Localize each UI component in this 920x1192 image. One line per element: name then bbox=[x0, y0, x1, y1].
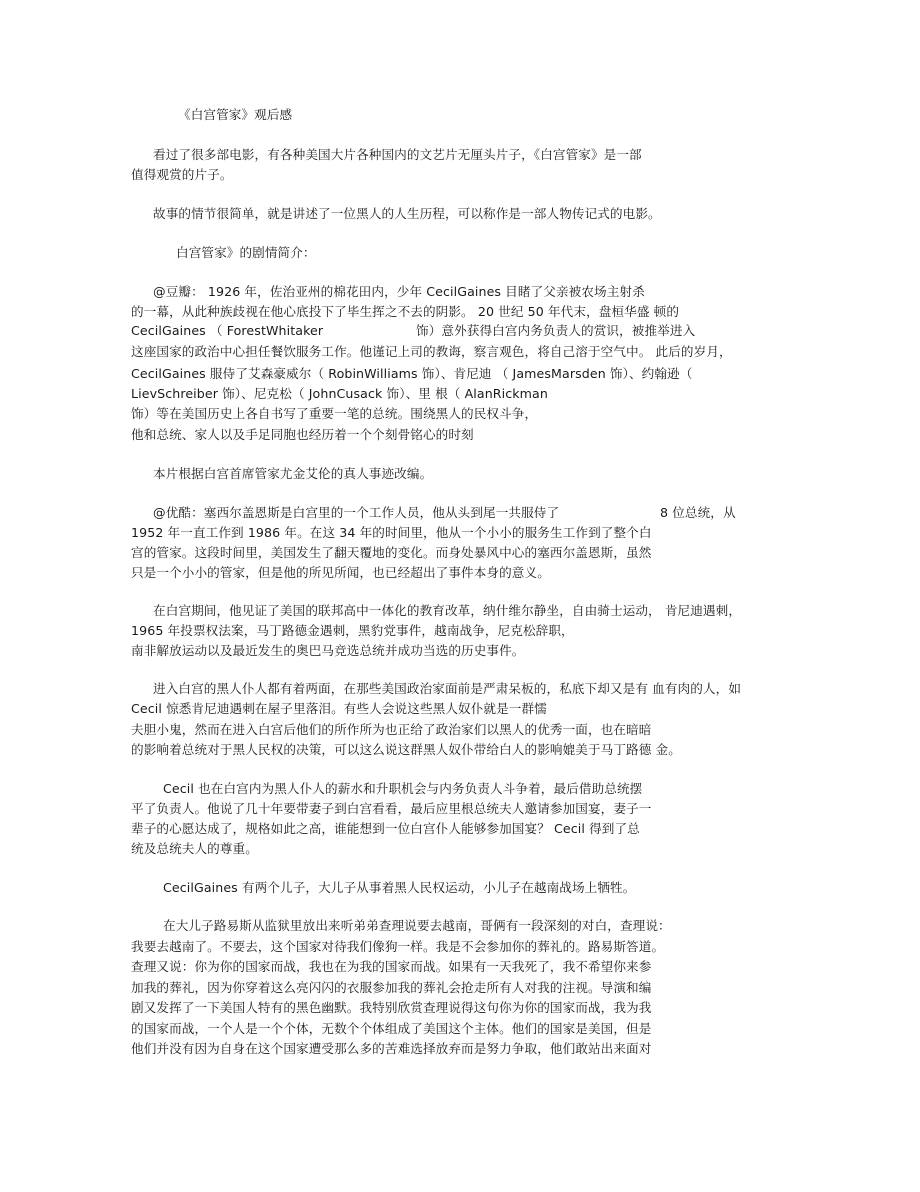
paragraph-line: 的国家而战，一个人是一个个体，无数个个体组成了美国这个主体。他们的国家是美国，但是 bbox=[131, 1021, 652, 1036]
paragraph-line: 1965 年投票权法案，马丁路德金遇刺，黑豹党事件，越南战争，尼克松辞职， bbox=[131, 623, 574, 638]
paragraph-line: 看过了很多部电影，有各种美国大片各种国内的文艺片无厘头片子，《白宫管家》是一部 bbox=[153, 147, 642, 162]
section-heading: 白宫管家》的剧情简介： bbox=[176, 245, 316, 260]
paragraph-line: CecilGaines （ ForestWhitaker bbox=[131, 323, 324, 338]
paragraph-line: Cecil 惊悉肯尼迪遇刺在屋子里落泪。有些人会说这些黑人奴仆就是一群懦 bbox=[131, 701, 547, 716]
document-title: 《白宫管家》观后感 bbox=[178, 107, 293, 122]
paragraph-line: 的一幕，从此种族歧视在他心底投下了毕生挥之不去的阴影。 20 世纪 50 年代末，盘桓华盛 顿的 bbox=[131, 304, 680, 319]
paragraph-line: 进入白宫的黑人仆人都有着两面，在那些美国政治家面前是严肃呆板的，私底下却又是有 血有肉的人，如 bbox=[153, 681, 742, 696]
paragraph-line: 的影响着总统对于黑人民权的决策，可以这么说这群黑人奴仆带给白人的影响媲美于马丁路德 金。 bbox=[131, 742, 681, 757]
paragraph-line: CecilGaines 服侍了艾森豪威尔（ RobinWilliams 饰）、肯尼迪 （ JamesMarsden 饰）、约翰逊（ bbox=[131, 366, 693, 381]
paragraph-line: @豆瓣： 1926 年，佐治亚州的棉花田内，少年 CecilGaines 目睹了父亲被农场主射杀 bbox=[153, 284, 645, 299]
paragraph-line: 夫胆小鬼，然而在进入白宫后他们的所作所为也正给了政治家们以黑人的优秀一面，也在暗暗 bbox=[131, 722, 652, 737]
paragraph-line: 他和总统、家人以及手足同胞也经历着一个个刻骨铭心的时刻 bbox=[131, 427, 474, 442]
paragraph-line: @优酷：塞西尔盖恩斯是白宫里的一个工作人员，他从头到尾一共服侍了 bbox=[153, 505, 560, 520]
paragraph-line: 饰）等在美国历史上各自书写了重要一笔的总统。围绕黑人的民权斗争， bbox=[131, 406, 538, 421]
paragraph-line: 他们并没有因为自身在这个国家遭受那么多的苦难选择放弃而是努力争取，他们敢站出来面对 bbox=[131, 1041, 652, 1056]
paragraph-line: 故事的情节很简单，就是讲述了一位黑人的人生历程，可以称作是一部人物传记式的电影。 bbox=[153, 206, 661, 221]
paragraph-line: 在大儿子路易斯从监狱里放出来听弟弟查理说要去越南，哥俩有一段深刻的对白，查理说： bbox=[163, 918, 671, 933]
paragraph-line: 加我的葬礼，因为你穿着这么亮闪闪的衣服参加我的葬礼会抢走所有人对我的注视。导演和编 bbox=[131, 980, 652, 995]
paragraph-line: 查理又说：你为你的国家而战，我也在为我的国家而战。如果有一天我死了，我不希望你来参 bbox=[131, 959, 652, 974]
paragraph-line: LievSchreiber 饰）、尼克松（ JohnCusack 饰）、里 根（ AlanRickman bbox=[131, 386, 548, 401]
paragraph-line: 统及总统夫人的尊重。 bbox=[131, 841, 258, 856]
paragraph-line: CecilGaines 有两个儿子，大儿子从事着黑人民权运动，小儿子在越南战场上牺牲。 bbox=[163, 880, 636, 895]
paragraph-line: 在白宫期间，他见证了美国的联邦高中一体化的教育改革，纳什维尔静坐，自由骑士运动， 肯尼迪遇刺， bbox=[153, 603, 742, 618]
paragraph-line: 8 位总统，从 bbox=[660, 505, 736, 520]
paragraph-line: 我要去越南了。不要去，这个国家对待我们像狗一样。我是不会参加你的葬礼的。路易斯答道。 bbox=[131, 939, 665, 954]
paragraph-line: 宫的管家。这段时间里，美国发生了翻天覆地的变化。而身处暴风中心的塞西尔盖恩斯，虽然 bbox=[131, 545, 652, 560]
paragraph-line: 饰）意外获得白宫内务负责人的赏识，被推举进入 bbox=[416, 323, 696, 338]
paragraph-line: 值得观赏的片子。 bbox=[131, 167, 233, 182]
paragraph-line: 南非解放运动以及最近发生的奥巴马竞选总统并成功当选的历史事件。 bbox=[131, 643, 525, 658]
paragraph-line: 平了负责人。他说了几十年要带妻子到白宫看看，最后应里根总统夫人邀请参加国宴，妻子一 bbox=[131, 801, 652, 816]
paragraph-line: 剧又发挥了一下美国人特有的黑色幽默。我特别欣赏查理说得这句你为你的国家而战，我为我 bbox=[131, 1000, 652, 1015]
paragraph-line: 只是一个小小的管家，但是他的所见所闻，也已经超出了事件本身的意义。 bbox=[131, 565, 550, 580]
paragraph-line: 这座国家的政治中心担任餐饮服务工作。他谨记上司的教诲，察言观色，将自己溶于空气中。 此后的岁月， bbox=[131, 344, 732, 359]
paragraph-line: 辈子的心愿达成了，规格如此之高，谁能想到一位白宫仆人能够参加国宴？ Cecil 得到了总 bbox=[131, 821, 640, 836]
paragraph-line: 1952 年一直工作到 1986 年。在这 34 年的时间里，他从一个小小的服务生工作到了整个白 bbox=[131, 525, 652, 540]
paragraph-line: Cecil 也在白宫内为黑人仆人的薪水和升职机会与内务负责人斗争着，最后借助总统摆 bbox=[163, 781, 643, 796]
paragraph-line: 本片根据白宫首席管家尤金艾伦的真人事迹改编。 bbox=[153, 466, 433, 481]
